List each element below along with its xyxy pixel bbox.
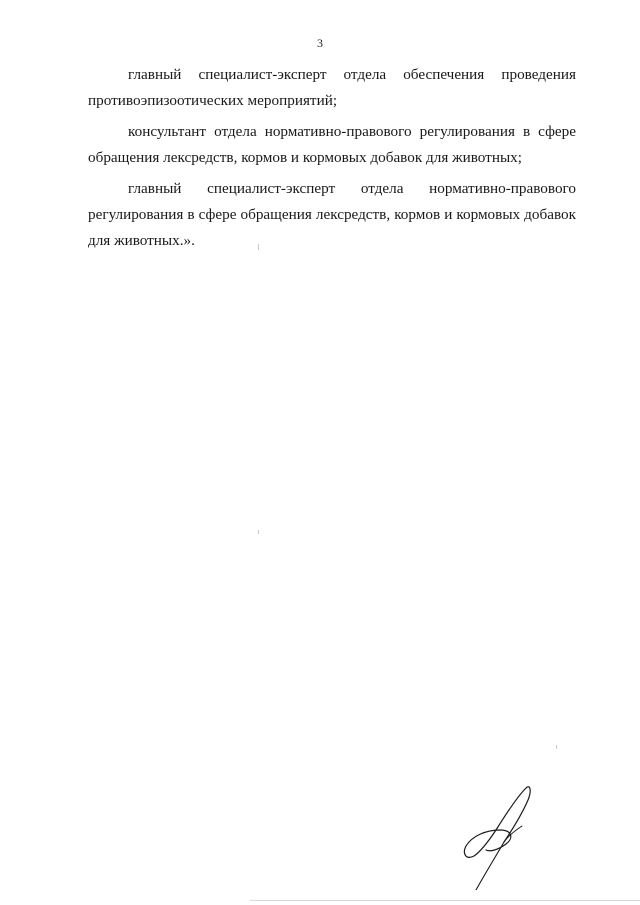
scan-speck: [258, 244, 259, 250]
scan-speck: [258, 530, 259, 534]
document-body: [88, 62, 576, 259]
page-number: 3: [317, 36, 323, 50]
paragraph-position-3: главный специалист-эксперт отдела нормативно-правового регулирования в сфере обращения лекср​едств, кормов и кормовых добавок для животных.».: [88, 180, 576, 249]
scan-edge-line: [250, 900, 640, 901]
scan-speck: [556, 745, 557, 749]
paragraph-position-2: консультант отдела нормативно-правового регулирования в сфере обращения лекср​едств, кормов и кормовых добавок для животных;: [88, 123, 576, 166]
paragraph-position-1: главный специалист-эксперт отдела обеспечения проведения противоэпизоотических мероприятий;: [88, 66, 576, 109]
handwritten-signature: [452, 780, 544, 890]
